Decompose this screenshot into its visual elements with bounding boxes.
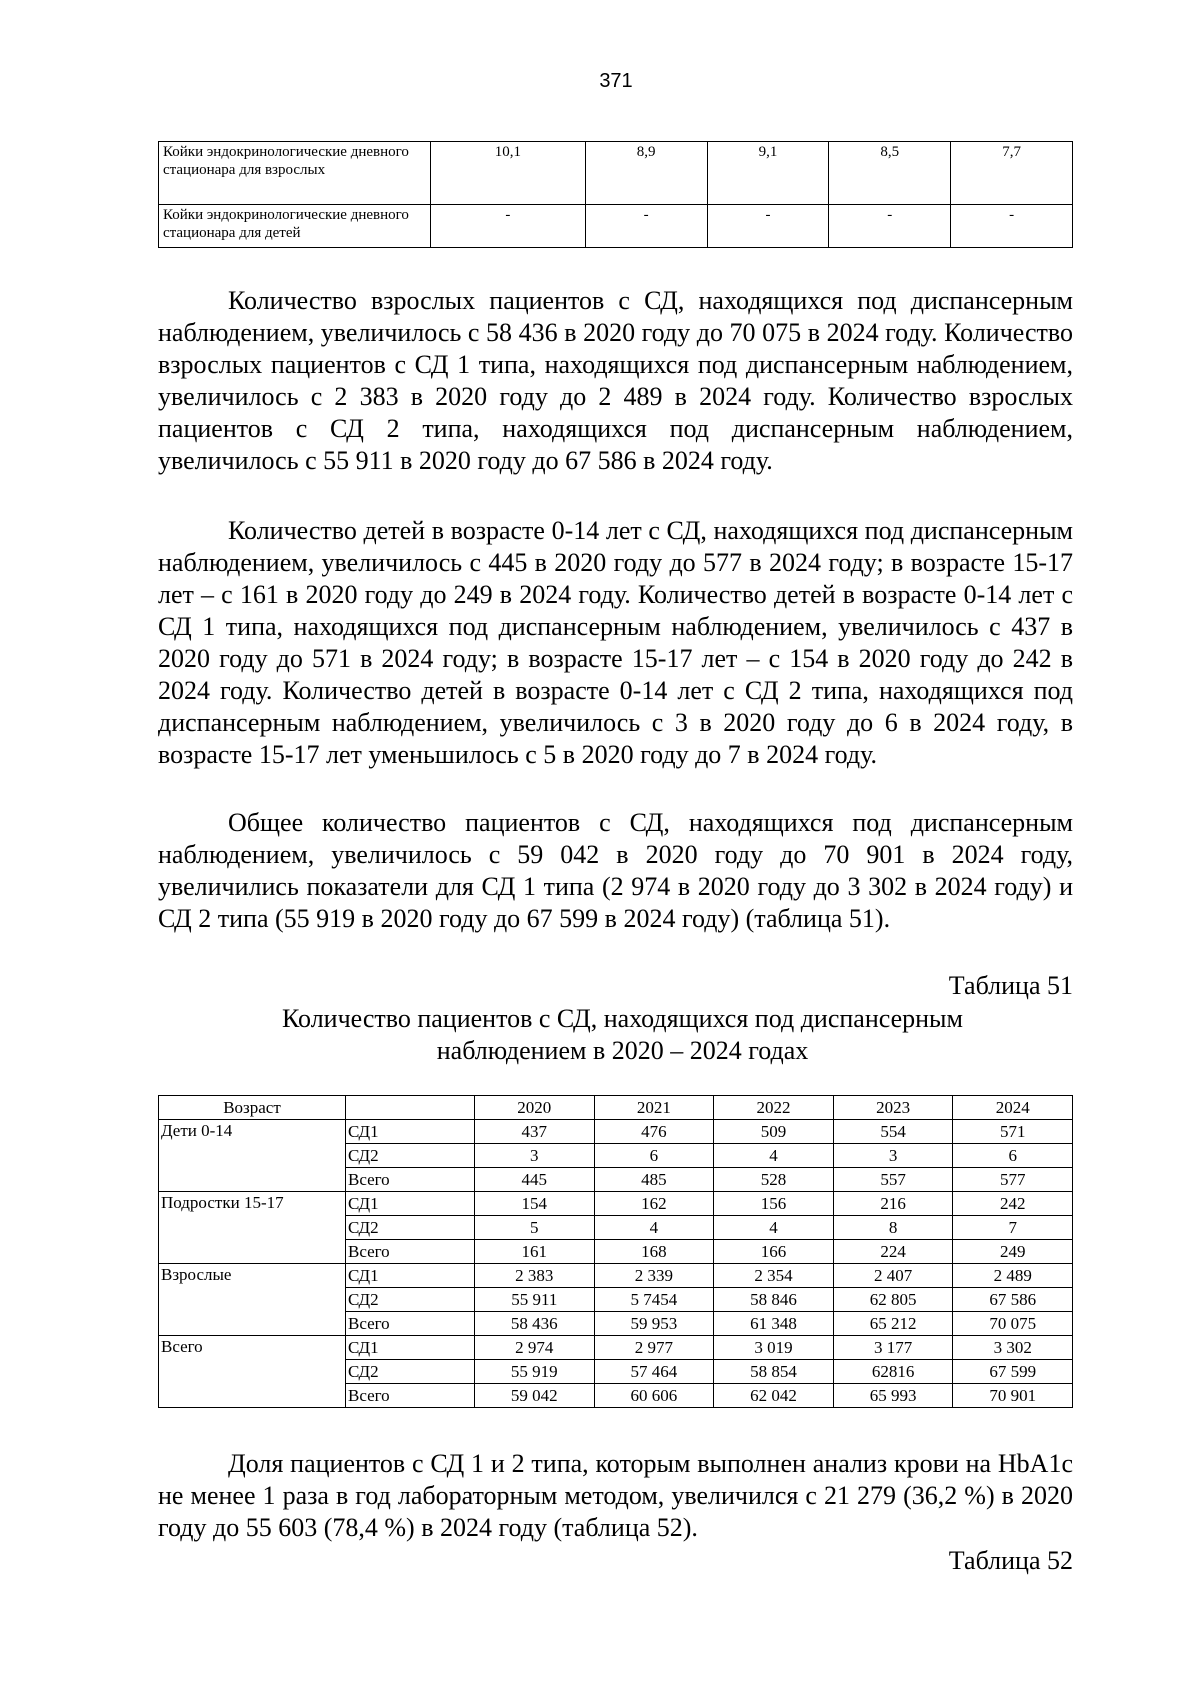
table-cell: - bbox=[707, 205, 829, 248]
table-cell: 57 464 bbox=[594, 1360, 714, 1384]
header-group: Возраст bbox=[159, 1096, 346, 1120]
table-cell: 216 bbox=[833, 1192, 953, 1216]
table-cell: 6 bbox=[953, 1144, 1073, 1168]
table-cell: 62816 bbox=[833, 1360, 953, 1384]
table-cell: 2 977 bbox=[594, 1336, 714, 1360]
table-cell: 2 974 bbox=[475, 1336, 595, 1360]
group-label: Дети 0-14 bbox=[159, 1120, 346, 1192]
type-label: Всего bbox=[346, 1240, 475, 1264]
table-cell: 7 bbox=[953, 1216, 1073, 1240]
table-cell: 437 bbox=[475, 1120, 595, 1144]
table-cell: 5 7454 bbox=[594, 1288, 714, 1312]
type-label: СД1 bbox=[346, 1192, 475, 1216]
table-cell: 58 436 bbox=[475, 1312, 595, 1336]
table-51-caption: Количество пациентов с СД, находящихся под диспансерным наблюдением в 2020 – 2024 годах bbox=[282, 1004, 963, 1065]
table-cell: 65 212 bbox=[833, 1312, 953, 1336]
table-cell: - bbox=[585, 205, 707, 248]
type-label: СД2 bbox=[346, 1360, 475, 1384]
table-cell: 554 bbox=[833, 1120, 953, 1144]
type-label: СД1 bbox=[346, 1336, 475, 1360]
type-label: СД2 bbox=[346, 1288, 475, 1312]
table-cell: 61 348 bbox=[714, 1312, 834, 1336]
table-cell: 58 846 bbox=[714, 1288, 834, 1312]
table-cell: 55 911 bbox=[475, 1288, 595, 1312]
type-label: Всего bbox=[346, 1384, 475, 1408]
paragraph-hba1c: Доля пациентов с СД 1 и 2 типа, которым выполнен анализ крови на HbA1c не менее 1 раза в год лабораторным методом, увеличился с 21 279 (36,2 %) в 2020 году до 55 603 (78,4 %) в 2024 году (таблица 52). bbox=[158, 1449, 1073, 1542]
page-number: 371 bbox=[599, 70, 633, 92]
table-cell: 3 bbox=[475, 1144, 595, 1168]
table-header-row bbox=[159, 1096, 1073, 1120]
table-cell: 476 bbox=[594, 1120, 714, 1144]
table-cell: 10,1 bbox=[431, 142, 586, 205]
table-cell: 70 901 bbox=[953, 1384, 1073, 1408]
table-cell: 166 bbox=[714, 1240, 834, 1264]
table-cell: 67 586 bbox=[953, 1288, 1073, 1312]
header-year: 2022 bbox=[714, 1096, 834, 1120]
table-51 bbox=[158, 1095, 1073, 1408]
table-cell: 242 bbox=[953, 1192, 1073, 1216]
group-label: Взрослые bbox=[159, 1264, 346, 1336]
table-cell: 3 019 bbox=[714, 1336, 834, 1360]
table-row bbox=[159, 1336, 1073, 1360]
table-cell: 6 bbox=[594, 1144, 714, 1168]
table-cell: 62 805 bbox=[833, 1288, 953, 1312]
table-cell: 2 489 bbox=[953, 1264, 1073, 1288]
table-cell: 65 993 bbox=[833, 1384, 953, 1408]
type-label: Всего bbox=[346, 1312, 475, 1336]
paragraph-children: Количество детей в возрасте 0-14 лет с СД, находящихся под диспансерным наблюдением, увеличилось с 445 в 2020 году до 577 в 2024 году; в возрасте 15-17 лет – с 161 в 2020 году до 249 в 2024 году. Количество детей в возрасте 0-14 лет с СД 1 типа, находящихся под диспансерным наблюдением, увеличилось с 437 в 2020 году до 571 в 2024 году; в возрасте 15-17 лет – с 154 в 2020 году до 242 в 2024 году. Количество детей в возрасте 0-14 лет с СД 2 типа, находящихся под диспансерным наблюдением, увеличилось с 3 в 2020 году до 6 в 2024 году, в возрасте 15-17 лет уменьшилось с 5 в 2020 году до 7 в 2024 году. bbox=[158, 516, 1073, 769]
table-cell: 9,1 bbox=[707, 142, 829, 205]
table-row bbox=[159, 1264, 1073, 1288]
table-row bbox=[159, 1192, 1073, 1216]
table-cell: 8,5 bbox=[829, 142, 951, 205]
table-cell: 59 042 bbox=[475, 1384, 595, 1408]
table-cell: 528 bbox=[714, 1168, 834, 1192]
table-cell: 154 bbox=[475, 1192, 595, 1216]
table-cell: 445 bbox=[475, 1168, 595, 1192]
table-cell: 67 599 bbox=[953, 1360, 1073, 1384]
header-year: 2020 bbox=[475, 1096, 595, 1120]
table-cell: 2 383 bbox=[475, 1264, 595, 1288]
table-cell: 249 bbox=[953, 1240, 1073, 1264]
table-cell: 156 bbox=[714, 1192, 834, 1216]
paragraph-adults: Количество взрослых пациентов с СД, находящихся под диспансерным наблюдением, увеличилось с 58 436 в 2020 году до 70 075 в 2024 году. Количество взрослых пациентов с СД 1 типа, находящихся под диспансерным наблюдением, увеличилось с 2 383 в 2020 году до 2 489 в 2024 году. Количество взрослых пациентов с СД 2 типа, находящихся под диспансерным наблюдением, увеличилось с 55 911 в 2020 году до 67 586 в 2024 году. bbox=[158, 286, 1073, 475]
type-label: СД2 bbox=[346, 1216, 475, 1240]
header-year: 2023 bbox=[833, 1096, 953, 1120]
row-label: Койки эндокринологические дневного стационара для детей bbox=[159, 205, 431, 248]
table-cell: 168 bbox=[594, 1240, 714, 1264]
table-52-label: Таблица 52 bbox=[948, 1546, 1073, 1575]
table-cell: 59 953 bbox=[594, 1312, 714, 1336]
header-type bbox=[346, 1096, 475, 1120]
table-row bbox=[159, 205, 1073, 248]
table-cell: 55 919 bbox=[475, 1360, 595, 1384]
table-cell: 58 854 bbox=[714, 1360, 834, 1384]
table-row bbox=[159, 1120, 1073, 1144]
table-cell: 3 177 bbox=[833, 1336, 953, 1360]
table-cell: 5 bbox=[475, 1216, 595, 1240]
table-cell: 161 bbox=[475, 1240, 595, 1264]
table-cell: 577 bbox=[953, 1168, 1073, 1192]
table-cell: 2 407 bbox=[833, 1264, 953, 1288]
table-cell: 509 bbox=[714, 1120, 834, 1144]
table-cell: 60 606 bbox=[594, 1384, 714, 1408]
table-cell: 2 354 bbox=[714, 1264, 834, 1288]
table-row bbox=[159, 142, 1073, 205]
table-cell: - bbox=[951, 205, 1073, 248]
table-cell: 557 bbox=[833, 1168, 953, 1192]
table-cell: 62 042 bbox=[714, 1384, 834, 1408]
paragraph-total: Общее количество пациентов с СД, находящихся под диспансерным наблюдением, увеличилось с 59 042 в 2020 году до 70 901 в 2024 году, увеличились показатели для СД 1 типа (2 974 в 2020 году до 3 302 в 2024 году) и СД 2 типа (55 919 в 2020 году до 67 599 в 2024 году) (таблица 51). bbox=[158, 808, 1073, 933]
table-cell: 3 302 bbox=[953, 1336, 1073, 1360]
table-cell: 8 bbox=[833, 1216, 953, 1240]
table-cell: 7,7 bbox=[951, 142, 1073, 205]
table-cell: 3 bbox=[833, 1144, 953, 1168]
table-cell: 571 bbox=[953, 1120, 1073, 1144]
type-label: Всего bbox=[346, 1168, 475, 1192]
header-year: 2021 bbox=[594, 1096, 714, 1120]
table-cell: 4 bbox=[714, 1216, 834, 1240]
table-51-label: Таблица 51 bbox=[948, 971, 1073, 1000]
type-label: СД1 bbox=[346, 1120, 475, 1144]
type-label: СД1 bbox=[346, 1264, 475, 1288]
table-cell: 70 075 bbox=[953, 1312, 1073, 1336]
table-cell: 2 339 bbox=[594, 1264, 714, 1288]
group-label: Подростки 15-17 bbox=[159, 1192, 346, 1264]
table-cell: 224 bbox=[833, 1240, 953, 1264]
table-cell: 8,9 bbox=[585, 142, 707, 205]
table-cell: - bbox=[431, 205, 586, 248]
table-cell: 485 bbox=[594, 1168, 714, 1192]
group-label: Всего bbox=[159, 1336, 346, 1408]
table-cell: 4 bbox=[714, 1144, 834, 1168]
table-cell: 162 bbox=[594, 1192, 714, 1216]
type-label: СД2 bbox=[346, 1144, 475, 1168]
header-year: 2024 bbox=[953, 1096, 1073, 1120]
table-cell: - bbox=[829, 205, 951, 248]
beds-table bbox=[158, 141, 1073, 248]
table-cell: 4 bbox=[594, 1216, 714, 1240]
row-label: Койки эндокринологические дневного стационара для взрослых bbox=[159, 142, 431, 205]
